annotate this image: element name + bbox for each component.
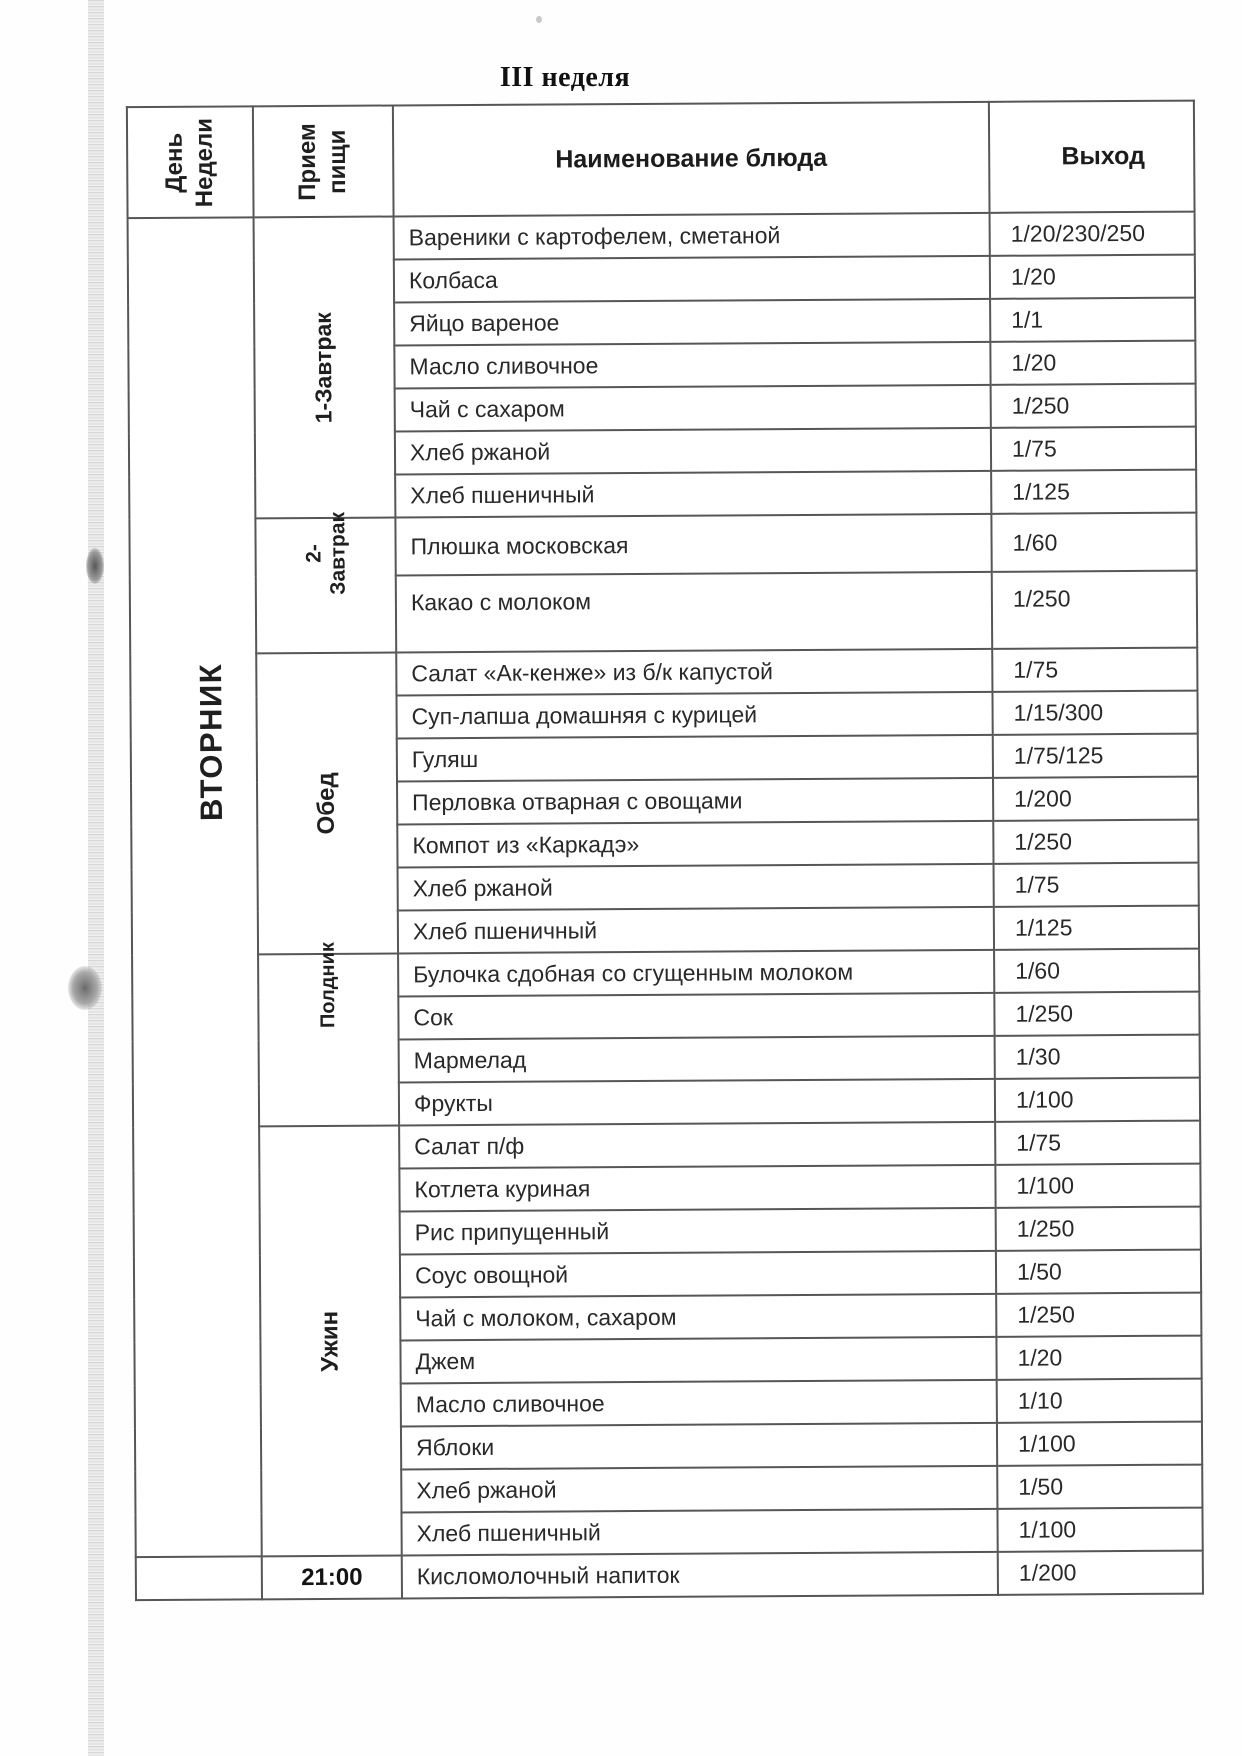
page-title: III неделя <box>499 62 631 93</box>
dish-cell: Хлеб ржаной <box>398 864 994 911</box>
meal-section-cell <box>254 216 396 518</box>
dish-cell: Фрукты <box>399 1079 995 1126</box>
menu-row <box>129 513 1196 578</box>
empty-day-cell <box>136 1556 262 1600</box>
dish-cell: Компот из «Каркадэ» <box>397 821 993 868</box>
portion-cell: 1/50 <box>997 1465 1202 1509</box>
day-of-week-cell <box>128 217 262 1557</box>
dish-cell: Булочка сдобная со сгущенным молоком <box>398 950 994 997</box>
dish-cell: Хлеб пшеничный <box>401 1509 997 1556</box>
dish-cell: Салат «Ак-кенже» из б/к капустой <box>396 649 992 696</box>
header-dish-label: Наименование блюда <box>393 102 990 217</box>
dish-cell: Джем <box>400 1337 996 1384</box>
portion-cell: 1/200 <box>993 777 1198 821</box>
portion-cell: 1/75/125 <box>993 734 1198 778</box>
dish-cell: Котлета куриная <box>399 1165 995 1212</box>
menu-table <box>126 100 1204 1602</box>
header-day-cell <box>127 106 254 218</box>
meal-section-label: 1-Завтрак <box>310 311 337 424</box>
dish-cell: Какао с молоком <box>396 572 992 653</box>
dish-cell: Яйцо вареное <box>394 299 990 346</box>
dish-cell: Хлеб ржаной <box>395 428 991 475</box>
dish-cell: Колбаса <box>394 256 990 303</box>
dish-cell: Яблоки <box>401 1423 997 1470</box>
dish-cell: Гуляш <box>397 735 993 782</box>
meal-section-label: Полдник <box>316 941 340 1028</box>
portion-cell: 1/20 <box>990 255 1195 299</box>
meal-section-cell <box>255 511 396 653</box>
portion-cell: 1/75 <box>994 863 1199 907</box>
portion-cell: 1/250 <box>991 384 1196 428</box>
dish-cell: Масло сливочное <box>401 1380 997 1427</box>
portion-cell: 1/75 <box>995 1121 1200 1165</box>
portion-cell: 1/200 <box>998 1551 1203 1595</box>
menu-row <box>136 1551 1203 1601</box>
portion-cell: 1/100 <box>995 1164 1200 1208</box>
portion-cell: 1/250 <box>994 992 1199 1036</box>
portion-cell: 1/250 <box>996 1207 1201 1251</box>
scan-artifact-blob <box>86 548 104 584</box>
portion-cell: 1/20 <box>990 341 1195 385</box>
portion-cell: 1/250 <box>996 1293 1201 1337</box>
dish-cell: Чай с сахаром <box>395 385 991 432</box>
meal-section-cell <box>259 1125 402 1556</box>
dish-cell: Мармелад <box>399 1036 995 1083</box>
portion-cell: 1/10 <box>997 1379 1202 1423</box>
dish-cell: Кисломолочный напиток <box>402 1552 998 1599</box>
menu-row <box>130 648 1197 698</box>
portion-cell: 1/250 <box>993 820 1198 864</box>
dish-cell: Масло сливочное <box>394 342 990 389</box>
scan-speck <box>536 16 542 23</box>
meal-section-cell <box>256 652 398 954</box>
portion-cell: 1/100 <box>995 1078 1200 1122</box>
day-of-week-label: ВТОРНИК <box>193 662 230 822</box>
table-header-row <box>127 101 1195 219</box>
dish-cell: Рис припущенный <box>400 1208 996 1255</box>
portion-cell: 1/20 <box>996 1336 1201 1380</box>
header-portion-label: Выход <box>989 101 1195 213</box>
dish-cell: Хлеб ржаной <box>401 1466 997 1513</box>
menu-row <box>128 212 1195 262</box>
menu-row <box>132 949 1199 999</box>
portion-cell: 1/75 <box>991 427 1196 471</box>
menu-table-body <box>128 212 1203 1600</box>
meal-section-label: Обед <box>312 772 340 835</box>
dish-cell: Вареники с картофелем, сметаной <box>394 213 990 260</box>
meal-section-label: 2- Завтрак <box>302 511 349 595</box>
portion-cell: 1/30 <box>995 1035 1200 1079</box>
dish-cell: Чай с молоком, сахаром <box>400 1294 996 1341</box>
meal-section-label: Ужин <box>315 1310 344 1372</box>
dish-cell: Салат п/ф <box>399 1122 995 1169</box>
portion-cell: 1/15/300 <box>992 691 1197 735</box>
portion-cell: 1/1 <box>990 298 1195 342</box>
dish-cell: Соус овощной <box>400 1251 996 1298</box>
portion-cell: 1/50 <box>996 1250 1201 1294</box>
portion-cell: 1/60 <box>991 513 1196 572</box>
meal-time-cell: 21:00 <box>262 1555 402 1599</box>
dish-cell: Хлеб пшеничный <box>395 471 991 518</box>
header-meal-cell <box>253 105 394 217</box>
dish-cell: Перловка отварная с овощами <box>397 778 993 825</box>
portion-cell: 1/60 <box>994 949 1199 993</box>
dish-cell: Сок <box>398 993 994 1040</box>
portion-cell: 1/125 <box>991 470 1196 514</box>
portion-cell: 1/125 <box>994 906 1199 950</box>
header-day-label: День Недели <box>161 117 219 207</box>
binding-strip <box>88 0 104 1756</box>
meal-section-cell <box>258 941 399 1126</box>
menu-row <box>133 1121 1200 1171</box>
portion-cell: 1/75 <box>992 648 1197 692</box>
portion-cell: 1/100 <box>997 1422 1202 1466</box>
portion-cell: 1/20/230/250 <box>990 212 1195 256</box>
header-meal-label: Прием пищи <box>293 122 352 201</box>
dish-cell: Суп-лапша домашняя с курицей <box>396 692 992 739</box>
portion-cell: 1/250 <box>992 571 1197 649</box>
portion-cell: 1/100 <box>997 1508 1202 1552</box>
dish-cell: Плюшка московская <box>395 514 991 576</box>
scan-artifact-blob <box>68 966 102 1010</box>
dish-cell: Хлеб пшеничный <box>398 907 994 954</box>
